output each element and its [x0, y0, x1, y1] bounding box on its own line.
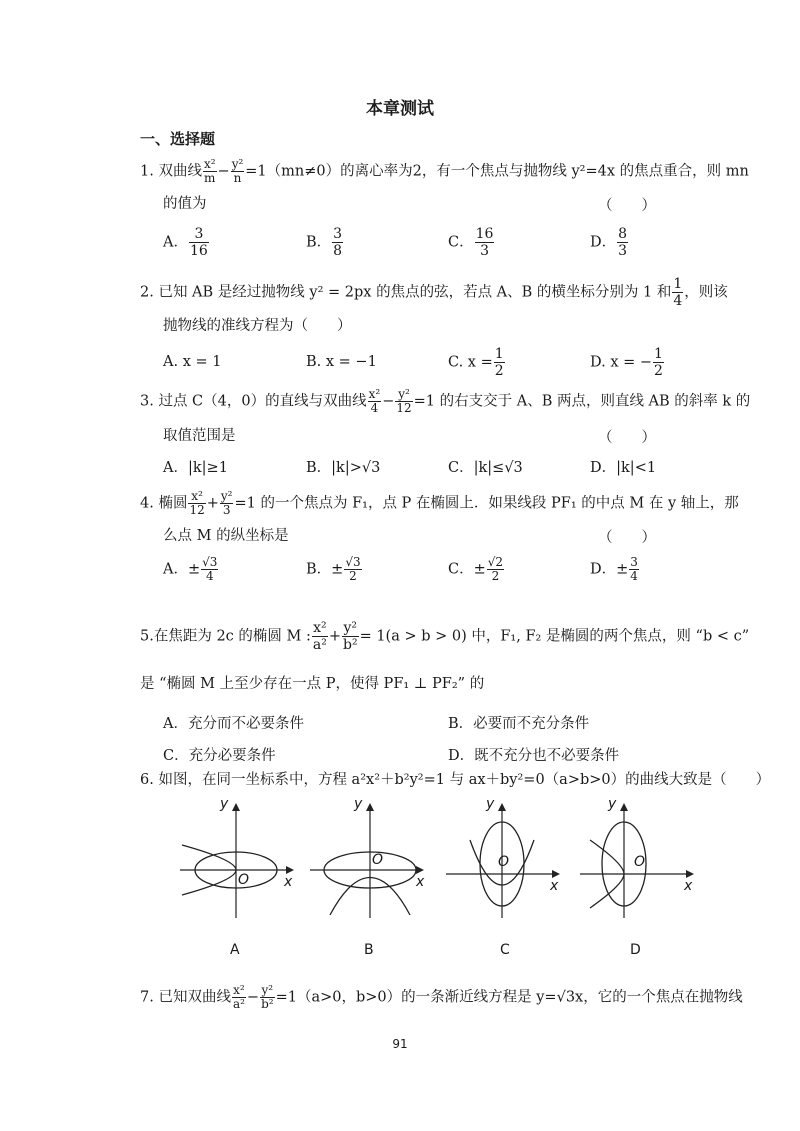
question-4-line-1: 4. 椭圆 $\frac{\text{x²}}{12}$ + $\frac{\text{y²}}{3}$ =1 的一个焦点为 F₁，点 P 在椭圆上．如果线段 PF₁ 的中点 M 在 y 轴上，那 — [140, 489, 739, 517]
numerator: 16 — [475, 226, 494, 242]
y-axis-label: y — [486, 796, 495, 812]
option-text: 充分而不必要条件 — [187, 716, 304, 732]
denominator: 2 — [494, 363, 504, 379]
question-text: =1 的一个焦点为 F₁，点 P 在椭圆上．如果线段 PF₁ 的中点 M 在 y 轴上，那 — [234, 495, 739, 512]
option-d — [448, 744, 619, 765]
option-c — [448, 556, 505, 583]
denominator: 12 — [396, 401, 412, 415]
option-label: A． — [163, 561, 188, 578]
graph-a — [180, 796, 300, 920]
option-label: B． — [306, 234, 332, 251]
option-d — [590, 456, 656, 477]
graph-a-caption: A — [230, 942, 240, 958]
question-1-line-1 — [140, 158, 749, 185]
fraction — [395, 388, 412, 415]
option-text: x = 1 — [182, 354, 222, 370]
numerator: y² — [261, 983, 274, 997]
y-axis-arrow — [498, 803, 506, 811]
graph-a-drawing — [180, 800, 300, 920]
fraction — [629, 556, 639, 583]
question-text: =1 的右支交于 A、B 两点，则直线 AB 的斜率 k 的 — [413, 393, 751, 410]
denominator: 3 — [222, 503, 231, 517]
option-b — [448, 712, 589, 733]
fraction — [487, 556, 504, 583]
origin-label: O — [238, 872, 250, 888]
denominator: a² — [312, 637, 327, 653]
question-7-line-1: 7. 已知双曲线 $\frac{\text{x²}}{\text{a²}}$ − $\frac{\text{y²}}{\text{b²}}$ =1（a>0，b>0）的一条渐近线方程是 y=√3x，它的一个焦点在抛物线 — [140, 983, 743, 1011]
numerator: 1 — [654, 346, 663, 362]
denominator: m — [204, 171, 216, 185]
option-label: C. — [448, 354, 464, 371]
question-text: 双曲线 — [158, 163, 202, 180]
option-a — [163, 354, 221, 370]
question-5-line-1: 5.在焦距为 2c 的椭圆 M : $\frac{\text{x²}}{\text{a²}}$ + $\frac{\text{y²}}{\text{b²}}$ = 1(a > b > 0) 中，F₁, F₂ 是椭圆的两个焦点，则 “b < c” — [140, 620, 750, 653]
y-axis-label: y — [608, 796, 617, 812]
option-label: D. — [590, 354, 606, 371]
x-axis-arrow — [686, 870, 694, 878]
numerator: y² — [231, 157, 244, 171]
numerator: √3 — [202, 555, 218, 569]
numerator: 3 — [333, 226, 343, 242]
option-label: C． — [448, 234, 474, 251]
fraction — [617, 226, 628, 259]
answer-blank: （ ） — [598, 530, 656, 546]
origin-label: O — [634, 854, 646, 870]
question-text: 椭圆 — [158, 495, 188, 512]
x-axis-label: x — [684, 878, 693, 894]
numerator: 3 — [630, 555, 638, 569]
origin-label: O — [372, 852, 384, 868]
option-label: B． — [448, 716, 474, 732]
denominator: 4 — [205, 569, 214, 583]
option-a — [163, 556, 219, 583]
x-axis-arrow — [286, 866, 294, 874]
option-text: |k|<1 — [616, 460, 657, 476]
fraction — [494, 346, 505, 379]
numerator: x² — [188, 490, 205, 504]
graph-d-caption: D — [630, 942, 641, 958]
question-number: 3. — [140, 393, 154, 410]
option-b — [306, 226, 344, 259]
option-text: x = − — [610, 354, 653, 371]
option-a — [163, 226, 210, 259]
option-label: B． — [306, 561, 332, 578]
numerator: √2 — [487, 555, 504, 569]
denominator: 2 — [654, 363, 663, 379]
numerator: y² — [343, 620, 358, 636]
question-text: 在焦距为 2c 的椭圆 M : — [153, 628, 311, 645]
denominator: 2 — [491, 569, 500, 583]
option-d — [590, 346, 665, 379]
option-label: A． — [163, 460, 188, 476]
plus-minus: ± — [187, 561, 201, 578]
numerator: x² — [368, 387, 381, 401]
fraction — [220, 490, 234, 517]
graph-c-caption: C — [500, 942, 510, 958]
fraction — [188, 490, 205, 517]
fraction — [342, 620, 359, 653]
fraction — [189, 226, 209, 259]
option-c — [448, 456, 523, 477]
option-label: A. — [163, 354, 179, 370]
origin-label: O — [498, 854, 510, 870]
question-text: ，则该 — [684, 284, 728, 301]
denominator: a² — [232, 997, 245, 1011]
option-label: B． — [306, 460, 332, 476]
question-number: 6. — [140, 772, 154, 788]
fraction — [653, 346, 664, 379]
option-text: 既不充分也不必要条件 — [474, 748, 620, 764]
fraction — [368, 388, 382, 415]
denominator: 4 — [370, 401, 379, 415]
y-axis-label: y — [220, 796, 229, 812]
numerator: y² — [220, 489, 233, 503]
question-5-line-2: 是 “椭圆 M 上至少存在一点 P，使得 PF₁ ⊥ PF₂” 的 — [140, 676, 485, 692]
page-number: 91 — [392, 1037, 408, 1051]
fraction — [332, 226, 343, 259]
graph-b-caption: B — [364, 942, 374, 958]
option-text: |k|≤√3 — [473, 460, 523, 476]
option-b — [306, 354, 377, 370]
question-1-line-2: 的值为 — [163, 196, 207, 212]
fraction — [231, 158, 245, 185]
question-text: 过点 C（4，0）的直线与双曲线 — [158, 393, 367, 410]
question-number: 5. — [140, 628, 154, 645]
option-label: D． — [448, 748, 475, 764]
option-text: |k|≥1 — [187, 460, 228, 476]
question-2-line-1 — [140, 276, 728, 309]
x-axis-label: x — [416, 874, 425, 890]
option-label: D． — [590, 460, 617, 476]
option-c — [448, 226, 495, 259]
fraction — [672, 276, 683, 309]
y-axis-arrow — [232, 803, 240, 811]
option-label: A． — [163, 716, 188, 732]
denominator: b² — [342, 637, 358, 653]
fraction — [312, 620, 328, 653]
plus-minus: ± — [616, 561, 629, 578]
option-label: D． — [590, 561, 617, 578]
fraction — [201, 556, 218, 583]
option-d — [590, 226, 629, 259]
graph-b — [310, 796, 430, 920]
answer-blank: （ ） — [598, 430, 656, 446]
option-a — [163, 456, 228, 477]
question-text: 如图，在同一坐标系中，方程 a²x²＋b²y²=1 与 ax＋by²=0（a>b>0）的曲线大致是（ ） — [158, 772, 771, 788]
x-axis-arrow — [552, 870, 560, 878]
question-6-line-1 — [140, 770, 770, 790]
question-3-line-2: 取值范围是 — [163, 428, 236, 444]
graph-b-drawing — [310, 800, 430, 920]
question-text: =1（mn≠0）的离心率为2，有一个焦点与抛物线 y²=4x 的焦点重合，则 mn — [245, 163, 749, 180]
numerator: 1 — [673, 276, 683, 292]
option-label: A． — [163, 234, 188, 251]
denominator: b² — [261, 997, 274, 1011]
question-number: 4. — [140, 495, 154, 512]
denominator: n — [233, 171, 242, 185]
denominator: 3 — [480, 243, 489, 259]
numerator: √3 — [345, 555, 361, 569]
fraction — [260, 984, 275, 1011]
option-label: D． — [590, 234, 617, 251]
denominator: 4 — [630, 569, 638, 583]
numerator: 1 — [494, 346, 504, 362]
operator: − — [217, 163, 230, 180]
option-label: C． — [163, 748, 189, 764]
x-axis-label: x — [550, 878, 559, 894]
y-axis-arrow — [366, 803, 374, 811]
fraction — [232, 984, 246, 1011]
x-axis-arrow — [416, 866, 424, 874]
plus-minus: ± — [331, 561, 344, 578]
option-text: |k|>√3 — [331, 460, 381, 476]
denominator: 2 — [349, 569, 357, 583]
question-4-line-2: 么点 M 的纵坐标是 — [163, 528, 289, 544]
answer-blank: （ ） — [598, 198, 656, 214]
option-b — [306, 556, 363, 583]
plus-minus: ± — [473, 561, 486, 578]
option-text: 必要而不充分条件 — [473, 716, 590, 732]
fraction — [475, 226, 495, 259]
question-text: =1（a>0，b>0）的一条渐近线方程是 y=√3x，它的一个焦点在抛物线 — [275, 989, 743, 1006]
question-2-line-2: 抛物线的准线方程为（ ） — [163, 318, 352, 334]
numerator: y² — [395, 388, 412, 402]
question-text: 已知 AB 是经过抛物线 y² = 2px 的焦点的弦，若点 A、B 的横坐标分别为 1 和 — [158, 284, 672, 301]
y-axis-label: y — [354, 796, 363, 812]
denominator: 8 — [333, 243, 343, 259]
numerator: x² — [313, 620, 327, 636]
denominator: 3 — [618, 243, 628, 259]
question-number: 2. — [140, 284, 154, 301]
option-d — [590, 556, 640, 583]
question-text: 已知双曲线 — [158, 989, 231, 1006]
option-c — [163, 744, 276, 765]
option-b — [306, 456, 380, 477]
question-text: = 1(a > b > 0) 中，F₁, F₂ 是椭圆的两个焦点，则 “b < c” — [359, 628, 750, 645]
option-text: 充分必要条件 — [188, 748, 276, 764]
fraction — [344, 556, 361, 583]
graph-c — [446, 796, 566, 920]
numerator: 3 — [189, 226, 209, 243]
denominator: 12 — [189, 503, 205, 517]
graph-d — [580, 796, 700, 920]
numerator: 8 — [618, 226, 628, 242]
option-text: x = — [467, 354, 493, 371]
question-3-line-1: 3. 过点 C（4，0）的直线与双曲线 $\frac{\text{x²}}{4}$ − $\frac{\text{y²}}{12}$ =1 的右支交于 A、B 两点，则直线 AB 的斜率 k 的 — [140, 387, 751, 415]
denominator: 16 — [189, 243, 208, 259]
section-heading: 一、选择题 — [140, 130, 216, 148]
numerator: x² — [203, 157, 216, 171]
option-a — [163, 712, 304, 733]
page-title: 本章测试 — [366, 99, 434, 119]
numerator: x² — [233, 983, 245, 997]
option-c — [448, 346, 506, 379]
option-label: C． — [448, 561, 474, 578]
x-axis-label: x — [284, 874, 293, 890]
denominator: 4 — [673, 293, 683, 309]
question-number: 7. — [140, 989, 154, 1006]
y-axis-arrow — [620, 803, 628, 811]
option-label: C． — [448, 460, 474, 476]
fraction — [203, 158, 217, 185]
question-number: 1. — [140, 163, 154, 180]
option-text: x = −1 — [325, 354, 377, 370]
option-label: B. — [306, 354, 322, 370]
